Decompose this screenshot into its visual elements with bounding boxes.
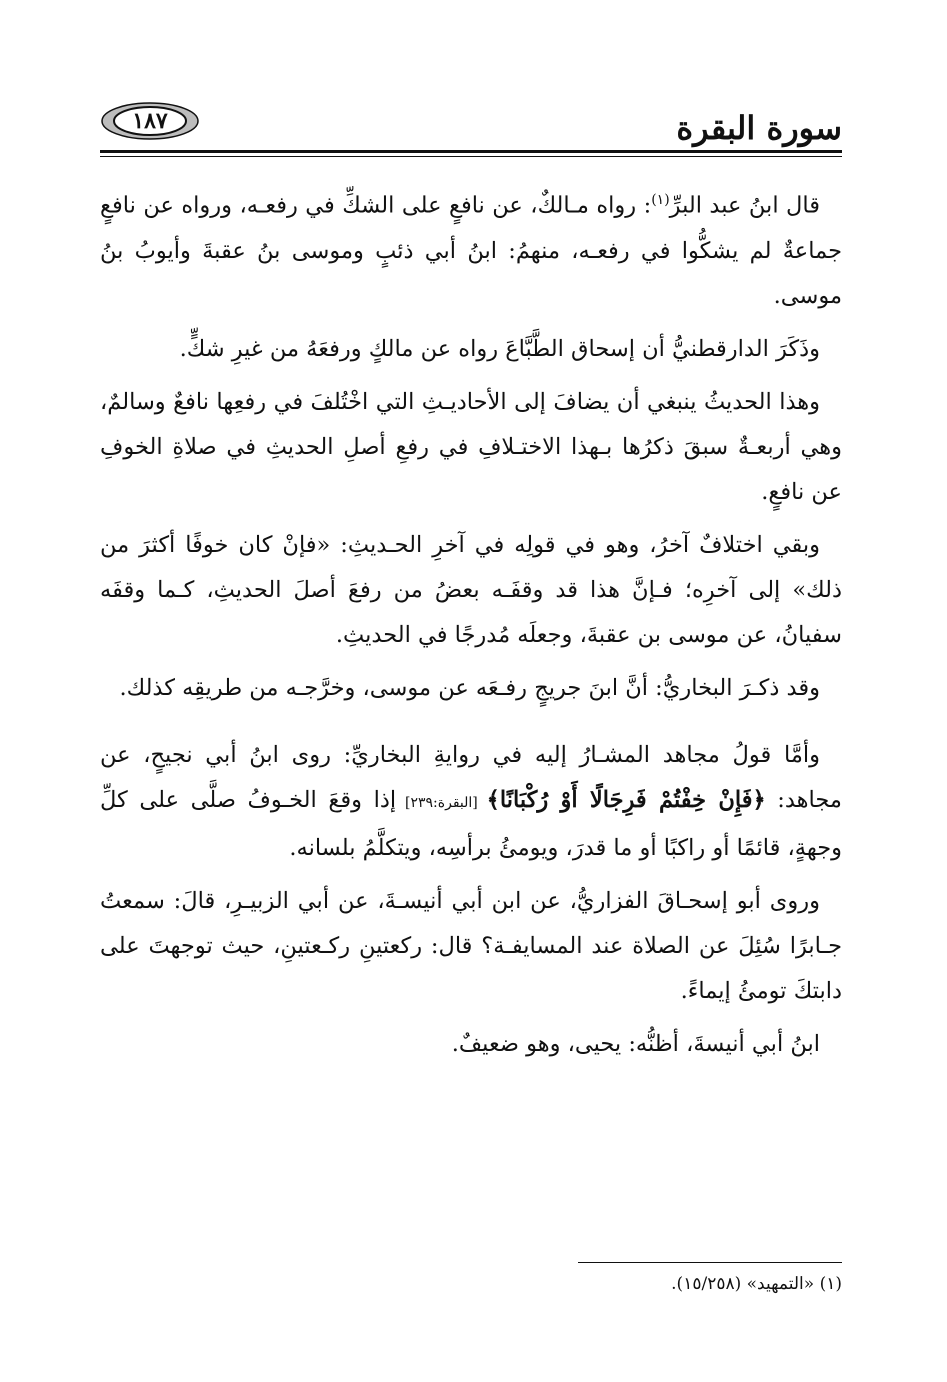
header-rule-thin (100, 156, 842, 157)
text-span: إذا وقعَ الخـوفُ صلَّى على كلِّ وجهةٍ، قائمًا أو راكبًا أو ما قدرَ، ويومئُ برأسِه، ويتكلَّمُ بلسانه. (100, 786, 842, 861)
paragraph (100, 178, 842, 319)
quran-verse: ﴿فَإِنْ خِفْتُمْ فَرِجَالًا أَوْ رُكْبَانًا﴾ (486, 786, 766, 813)
surah-title: سورة البقرة (676, 109, 842, 147)
main-text (100, 178, 842, 1075)
text-span: : رواه مـالكٌ، عن نافعٍ على الشكِّ في رفعـه، ورواه عن نافعٍ جماعةٌ لم يشكُّوا في رفعـه، منهمُ: ابنُ أبي ذئبٍ وموسى بنُ عقبةَ وأيوبُ بنُ موسى. (100, 192, 842, 309)
verse-reference: [البقرة:٢٣٩] (396, 794, 487, 811)
page-number-badge (100, 101, 200, 141)
paragraph: وقد ذكـرَ البخاريُّ: أنَّ ابنَ جريجٍ رفـعَه عن موسى، وخرَّجـه من طريقِه كذلك. (119, 674, 820, 701)
footnote: (١) «التمهيد» (١٥/٢٥٨). (671, 1274, 842, 1294)
paragraph (100, 733, 842, 871)
paragraph: وروى أبو إسحـاقَ الفزاريُّ، عن ابن أبي أنيسـةَ، عن أبي الزبيـرِ، قالَ: سمعتُ جـابرًا سُئِلَ عن الصلاة عند المسايفـة؟ قال: ركعتينِ ركـعتينِ، حيث توجهتَ على دابتكَ تومئُ إيماءً. (100, 887, 842, 1004)
footnote-ref[interactable]: (١) (651, 192, 670, 208)
header-rule-thick (100, 150, 842, 153)
page-number: ١٨٧ (132, 108, 168, 134)
paragraph: ابنُ أبي أنيسةَ، أظنُّه: يحيى، وهو ضعيفٌ. (451, 1030, 820, 1057)
paragraph: وذَكَرَ الدارقطنيُّ أن إسحاق الطَّبَّاعَ رواه عن مالكٍ ورفعَهُ من غيرِ شكٍّ. (179, 335, 820, 362)
text-span: قال ابنُ عبد البرِّ (669, 192, 820, 219)
footnote-separator (578, 1262, 842, 1263)
paragraph: وهذا الحديثُ ينبغي أن يضافَ إلى الأحاديـثِ التي اخْتُلفَ في رفعِها نافعٌ وسالمٌ، وهي أربعـةٌ سبقَ ذكرُها بـهذا الاختـلافِ في رفعِ أصلِ الحديثِ في صلاةِ الخوفِ عن نافعٍ. (100, 388, 842, 505)
paragraph: وبقي اختلافٌ آخرُ، وهو في قولِه في آخرِ الحـديثِ: «فإنْ كان خوفًا أكثرَ من ذلك» إلى آخرِه؛ فـإنَّ هذا قد وقفَـه بعضُ من رفعَ أصلَ الحديثِ، كـما وقفَه سفيانُ، عن موسى بن عقبةَ، وجعلَه مُدرجًا في الحديثِ. (100, 531, 842, 648)
page-header (100, 95, 842, 155)
text-span: وأمَّا قولُ مجاهد المشـارُ إليه في روايةِ البخاريِّ: روى ابنُ أبي نجيحٍ، عن مجاهد: (100, 741, 842, 813)
